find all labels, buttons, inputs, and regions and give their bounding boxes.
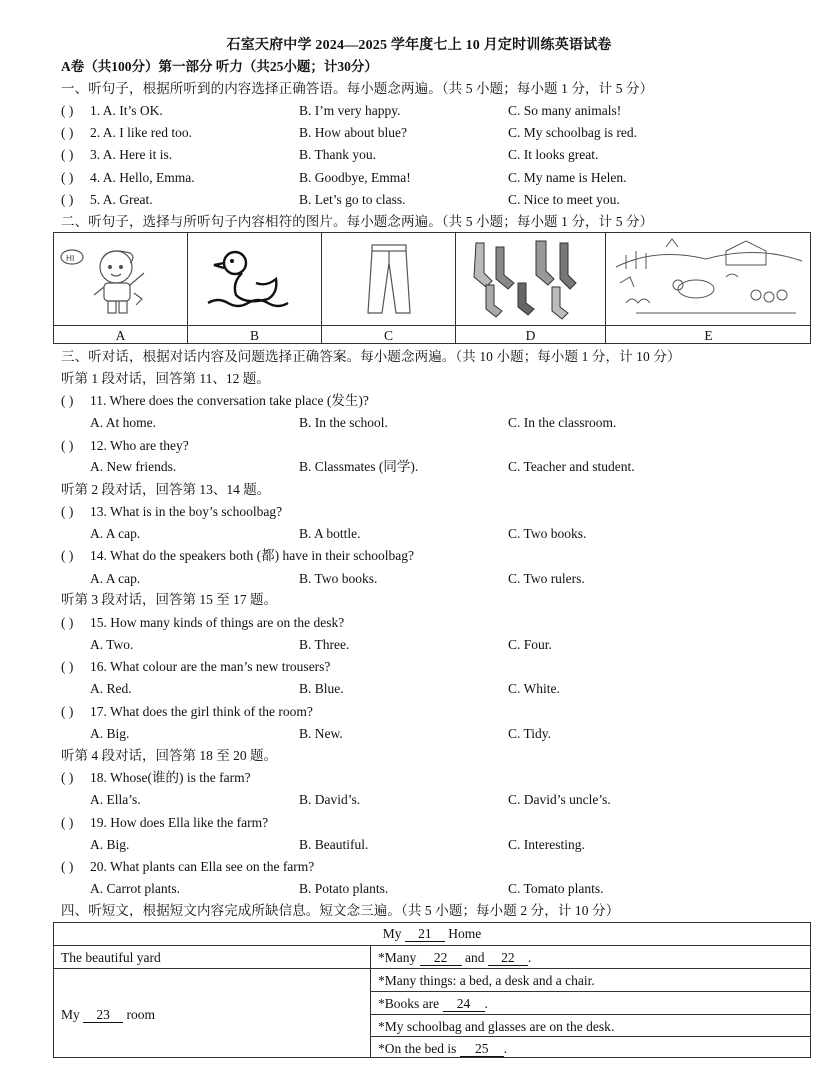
option-row xyxy=(61,526,821,542)
answer-paren[interactable]: ( ) xyxy=(61,704,74,719)
option-c: C. Two rulers. xyxy=(508,571,585,586)
option-a: 3. A. Here it is. xyxy=(90,147,173,162)
answer-paren[interactable]: ( ) xyxy=(61,438,74,453)
option-a: A. A cap. xyxy=(90,526,141,541)
question-row xyxy=(61,659,821,675)
group-intro: 听第 2 段对话，回答第 13、14 题。 xyxy=(61,482,271,497)
question-row xyxy=(61,438,821,454)
answer-paren[interactable]: ( ) xyxy=(61,815,74,830)
option-c: C. In the classroom. xyxy=(508,415,617,430)
answer-paren[interactable]: ( ) xyxy=(61,615,74,630)
question-row xyxy=(61,170,821,186)
option-c: C. White. xyxy=(508,681,560,696)
picture-table xyxy=(53,232,811,344)
option-row xyxy=(61,726,821,742)
question-text: 16. What colour are the man’s new trousers? xyxy=(90,659,331,674)
answer-paren[interactable]: ( ) xyxy=(61,504,74,519)
answer-paren[interactable]: ( ) xyxy=(61,170,74,185)
option-b: B. Two books. xyxy=(299,571,378,586)
paper-header: A卷（共100分）第一部分 听力（共25小题；计30分） xyxy=(61,59,378,74)
question-row xyxy=(61,504,821,520)
option-c: C. Two books. xyxy=(508,526,587,541)
row-room-things: *Many things: a bed, a desk and a chair. xyxy=(378,973,595,988)
section3-heading: 三、听对话，根据对话内容及问题选择正确答案。每小题念两遍。（共 10 小题；每小题 1 分，计 10 分） xyxy=(61,349,681,364)
option-c: C. Teacher and student. xyxy=(508,459,635,474)
option-b: B. A bottle. xyxy=(299,526,361,541)
row-yard-content: *Many 22 and 22 . xyxy=(378,950,532,965)
option-c: C. My schoolbag is red. xyxy=(508,125,637,140)
option-a: 5. A. Great. xyxy=(90,192,153,207)
farm-scene-icon xyxy=(606,233,810,325)
hi-text: HI xyxy=(66,254,75,263)
question-text: 11. Where does the conversation take place (发生)? xyxy=(90,393,369,408)
option-c: C. David’s uncle’s. xyxy=(508,792,611,807)
section2-heading: 二、听句子，选择与所听句子内容相符的图片。每小题念两遍。（共 5 小题；每小题 1 分，计 5 分） xyxy=(61,214,654,229)
question-text: 14. What do the speakers both (都) have in their schoolbag? xyxy=(90,548,415,563)
answer-paren[interactable]: ( ) xyxy=(61,770,74,785)
question-row xyxy=(61,147,821,163)
group-intro: 听第 3 段对话，回答第 15 至 17 题。 xyxy=(61,592,277,607)
question-text: 18. Whose(谁的) is the farm? xyxy=(90,770,251,785)
option-b: B. Three. xyxy=(299,637,350,652)
trousers-icon xyxy=(322,233,455,325)
option-b: B. How about blue? xyxy=(299,125,407,140)
row-room-books: *Books are 24 . xyxy=(378,996,488,1011)
answer-paren[interactable]: ( ) xyxy=(61,393,74,408)
option-a: 4. A. Hello, Emma. xyxy=(90,170,195,185)
option-row xyxy=(61,637,821,653)
blank-21[interactable]: 21 xyxy=(405,927,445,942)
page-title: 石室天府中学 2024—2025 学年度七上 10 月定时训练英语试卷 xyxy=(226,38,612,53)
option-a: 1. A. It’s OK. xyxy=(90,103,163,118)
option-b: B. Potato plants. xyxy=(299,881,389,896)
option-b: B. Beautiful. xyxy=(299,837,369,852)
picture-cell-c xyxy=(322,233,456,325)
answer-paren[interactable]: ( ) xyxy=(61,548,74,563)
option-b: B. Blue. xyxy=(299,681,344,696)
info-table xyxy=(53,922,811,1058)
question-row xyxy=(61,125,821,141)
option-a: A. Ella’s. xyxy=(90,792,141,807)
picture-label-d: D xyxy=(456,325,606,344)
answer-paren[interactable]: ( ) xyxy=(61,659,74,674)
option-row xyxy=(61,881,821,897)
option-c: C. My name is Helen. xyxy=(508,170,627,185)
option-c: C. Nice to meet you. xyxy=(508,192,620,207)
answer-paren[interactable]: ( ) xyxy=(61,103,74,118)
question-row xyxy=(61,548,821,564)
blank-24[interactable]: 24 xyxy=(443,997,485,1012)
option-a: A. At home. xyxy=(90,415,156,430)
question-row xyxy=(61,770,821,786)
option-a: A. New friends. xyxy=(90,459,177,474)
question-row xyxy=(61,815,821,831)
question-text: 19. How does Ella like the farm? xyxy=(90,815,269,830)
question-row xyxy=(61,704,821,720)
question-row xyxy=(61,859,821,875)
picture-cell-b xyxy=(188,233,322,325)
question-text: 20. What plants can Ella see on the farm? xyxy=(90,859,315,874)
option-row xyxy=(61,459,821,475)
option-b: B. David’s. xyxy=(299,792,361,807)
option-a: A. Two. xyxy=(90,637,134,652)
option-b: B. New. xyxy=(299,726,343,741)
question-row xyxy=(61,192,821,208)
blank-25[interactable]: 25 xyxy=(460,1042,504,1057)
blank-23[interactable]: 23 xyxy=(83,1008,123,1023)
row-yard-label: The beautiful yard xyxy=(61,950,161,965)
picture-cell-a xyxy=(54,233,188,325)
group-intro: 听第 1 段对话，回答第 11、12 题。 xyxy=(61,371,270,386)
picture-cell-d xyxy=(456,233,606,325)
question-text: 15. How many kinds of things are on the desk? xyxy=(90,615,345,630)
option-row xyxy=(61,837,821,853)
question-row xyxy=(61,393,821,409)
option-c: C. Tidy. xyxy=(508,726,552,741)
option-b: B. In the school. xyxy=(299,415,388,430)
question-text: 17. What does the girl think of the room? xyxy=(90,704,313,719)
option-c: C. So many animals! xyxy=(508,103,622,118)
row-room-bed: *On the bed is 25 . xyxy=(378,1041,508,1056)
picture-label-a: A xyxy=(54,325,188,344)
option-row xyxy=(61,571,821,587)
answer-paren[interactable]: ( ) xyxy=(61,147,74,162)
blank-22b[interactable]: 22 xyxy=(488,951,528,966)
answer-paren[interactable]: ( ) xyxy=(61,859,74,874)
boy-saying-hi-icon xyxy=(54,233,187,325)
question-text: 12. Who are they? xyxy=(90,438,189,453)
answer-paren[interactable]: ( ) xyxy=(61,125,74,140)
option-row xyxy=(61,792,821,808)
option-a: A. Carrot plants. xyxy=(90,881,180,896)
question-row xyxy=(61,103,821,119)
option-c: C. Four. xyxy=(508,637,552,652)
option-a: A. Red. xyxy=(90,681,132,696)
option-b: B. Thank you. xyxy=(299,147,376,162)
group-intro: 听第 4 段对话，回答第 18 至 20 题。 xyxy=(61,748,277,763)
section1-heading: 一、听句子，根据所听到的内容选择正确答语。每小题念两遍。（共 5 小题；每小题 1 分，计 5 分） xyxy=(61,81,654,96)
row-room-desk: *My schoolbag and glasses are on the desk. xyxy=(378,1019,615,1034)
question-row xyxy=(61,615,821,631)
table-title: My 21 Home xyxy=(382,926,482,941)
option-b: B. I’m very happy. xyxy=(299,103,401,118)
option-b: B. Let’s go to class. xyxy=(299,192,406,207)
picture-label-b: B xyxy=(188,325,322,344)
option-a: A. Big. xyxy=(90,726,130,741)
section4-heading: 四、听短文，根据短文内容完成所缺信息。短文念三遍。（共 5 小题；每小题 2 分，计 10 分） xyxy=(61,903,620,918)
option-row xyxy=(61,415,821,431)
duck-icon xyxy=(188,233,321,325)
option-c: C. It looks great. xyxy=(508,147,599,162)
picture-label-e: E xyxy=(606,325,811,344)
option-row xyxy=(61,681,821,697)
option-a: A. Big. xyxy=(90,837,130,852)
socks-icon xyxy=(456,233,605,325)
row-room-label: My 23 room xyxy=(61,1007,156,1022)
question-text: 13. What is in the boy’s schoolbag? xyxy=(90,504,283,519)
option-b: B. Classmates (同学). xyxy=(299,459,419,474)
option-a: 2. A. I like red too. xyxy=(90,125,192,140)
picture-label-c: C xyxy=(322,325,456,344)
option-c: C. Tomato plants. xyxy=(508,881,604,896)
answer-paren[interactable]: ( ) xyxy=(61,192,74,207)
option-c: C. Interesting. xyxy=(508,837,585,852)
option-b: B. Goodbye, Emma! xyxy=(299,170,411,185)
blank-22a[interactable]: 22 xyxy=(420,951,462,966)
picture-cell-e xyxy=(606,233,811,325)
option-a: A. A cap. xyxy=(90,571,141,586)
